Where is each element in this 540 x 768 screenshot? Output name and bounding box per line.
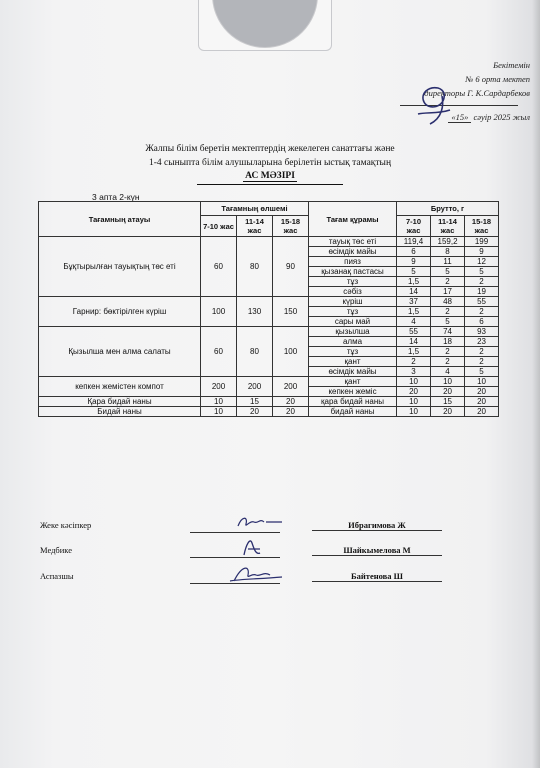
portion-cell: 60: [201, 237, 237, 297]
gross-weight-cell: 18: [431, 337, 465, 347]
table-row: [39, 377, 499, 387]
portion-cell: 10: [201, 397, 237, 407]
signature-line: [190, 583, 280, 584]
header-dish-name: Тағамның атауы: [39, 202, 201, 237]
gross-weight-cell: 9: [465, 247, 499, 257]
ingredient-name: кепкен жеміс: [309, 387, 397, 397]
gross-weight-cell: 5: [431, 317, 465, 327]
gross-weight-cell: 2: [465, 357, 499, 367]
portion-cell: 150: [273, 297, 309, 327]
gross-weight-cell: 10: [431, 377, 465, 387]
ingredient-name: тауық төс еті: [309, 237, 397, 247]
portion-cell: 20: [237, 407, 273, 417]
gross-weight-cell: 2: [465, 307, 499, 317]
gross-weight-cell: 37: [397, 297, 431, 307]
ingredient-name: қызылша: [309, 327, 397, 337]
handwritten-signature: [190, 510, 290, 534]
approval-date-day: «15»: [448, 112, 471, 123]
dish-name: Гарнир: бөктірілген күріш: [39, 297, 201, 327]
approval-date-rest: сәуір 2025 жыл: [471, 112, 530, 122]
gross-weight-cell: 17: [431, 287, 465, 297]
gross-weight-cell: 11: [431, 257, 465, 267]
title-underline: [197, 184, 343, 185]
header-gross-age-11-14: 11-14 жас: [431, 216, 465, 237]
gross-weight-cell: 10: [465, 377, 499, 387]
gross-weight-cell: 5: [465, 367, 499, 377]
gross-weight-cell: 119,4: [397, 237, 431, 247]
table-row: [39, 397, 499, 407]
ingredient-name: өсімдік майы: [309, 367, 397, 377]
approval-line-2: № 6 орта мектеп: [465, 74, 530, 84]
menu-table: [38, 201, 499, 417]
gross-weight-cell: 12: [465, 257, 499, 267]
menu-title: [0, 170, 540, 183]
gross-weight-cell: 20: [465, 387, 499, 397]
gross-weight-cell: 5: [397, 267, 431, 277]
gross-weight-cell: 199: [465, 237, 499, 247]
signature-role: Медбике: [40, 545, 72, 555]
gross-weight-cell: 55: [397, 327, 431, 337]
gross-weight-cell: 10: [397, 407, 431, 417]
gross-weight-cell: 2: [431, 357, 465, 367]
gross-weight-cell: 1,5: [397, 307, 431, 317]
table-row: [39, 297, 499, 307]
portion-cell: 90: [273, 237, 309, 297]
gross-weight-cell: 8: [431, 247, 465, 257]
handwritten-signature: [190, 535, 290, 559]
ingredient-name: өсімдік майы: [309, 247, 397, 257]
approval-line-1: Бекітемін: [493, 60, 530, 70]
portion-cell: 20: [273, 397, 309, 407]
gross-weight-cell: 10: [397, 377, 431, 387]
ingredient-name: сәбіз: [309, 287, 397, 297]
page-shadow: [532, 0, 540, 768]
signature-line: [190, 532, 280, 533]
title-line-1: Жалпы білім беретін мектептердің жекелеген санаттағы және: [145, 144, 395, 154]
signature-role: Жеке кәсіпкер: [40, 520, 92, 530]
header-gross-age-7-10: 7-10 жас: [397, 216, 431, 237]
signature-row: [40, 571, 500, 591]
header-portion-age-7-10: 7-10 жас: [201, 216, 237, 237]
dish-name: Қызылша мен алма салаты: [39, 327, 201, 377]
ingredient-name: тұз: [309, 347, 397, 357]
ingredient-name: тұз: [309, 307, 397, 317]
sleeve-edge: [198, 0, 332, 51]
ingredient-name: бидай наны: [309, 407, 397, 417]
gross-weight-cell: 5: [431, 267, 465, 277]
header-gross-age-15-18: 15-18 жас: [465, 216, 499, 237]
gross-weight-cell: 2: [465, 277, 499, 287]
portion-cell: 200: [273, 377, 309, 397]
header-gross: Брутто, г: [397, 202, 499, 216]
dish-name: Бұқтырылған тауықтың төс еті: [39, 237, 201, 297]
handwritten-signature: [190, 561, 290, 585]
ingredient-name: қара бидай наны: [309, 397, 397, 407]
portion-cell: 200: [201, 377, 237, 397]
director-signature: [408, 84, 458, 126]
gross-weight-cell: 6: [465, 317, 499, 327]
gross-weight-cell: 2: [431, 277, 465, 287]
gross-weight-cell: 20: [397, 387, 431, 397]
title-line-2: 1-4 сыныпта білім алушыларына берілетін ыстық тамақтың: [148, 158, 392, 168]
approval-line-3: директоры Г. К.Сардарбеков: [424, 88, 530, 98]
signature-role: Аспазшы: [40, 571, 74, 581]
gross-weight-cell: 2: [431, 347, 465, 357]
ingredient-name: қызанақ пастасы: [309, 267, 397, 277]
gross-weight-cell: 23: [465, 337, 499, 347]
dish-name: Қара бидай наны: [39, 397, 201, 407]
gross-weight-cell: 20: [465, 397, 499, 407]
signature-name: Ибрагимова Ж: [312, 520, 442, 531]
signature-name: Шайкымелова М: [312, 545, 442, 556]
menu-table-body: [39, 237, 499, 417]
header-composition: Тағам құрамы: [309, 202, 397, 237]
gross-weight-cell: 2: [465, 347, 499, 357]
portion-cell: 80: [237, 237, 273, 297]
portion-cell: 130: [237, 297, 273, 327]
gross-weight-cell: 10: [397, 397, 431, 407]
header-portion-age-11-14: 11-14 жас: [237, 216, 273, 237]
table-row: [39, 327, 499, 337]
gross-weight-cell: 4: [397, 317, 431, 327]
dish-name: Бидай наны: [39, 407, 201, 417]
portion-cell: 80: [237, 327, 273, 377]
gross-weight-cell: 93: [465, 327, 499, 337]
header-portion-age-15-18: 15-18 жас: [273, 216, 309, 237]
portion-cell: 15: [237, 397, 273, 407]
ingredient-name: пияз: [309, 257, 397, 267]
ingredient-name: күріш: [309, 297, 397, 307]
portion-cell: 10: [201, 407, 237, 417]
gross-weight-cell: 4: [431, 367, 465, 377]
gross-weight-cell: 5: [465, 267, 499, 277]
ingredient-name: тұз: [309, 277, 397, 287]
gross-weight-cell: 1,5: [397, 347, 431, 357]
gross-weight-cell: 159,2: [431, 237, 465, 247]
signature-line: [190, 557, 280, 558]
gross-weight-cell: 55: [465, 297, 499, 307]
ingredient-name: қант: [309, 377, 397, 387]
menu-title-text: АС МӘЗІРІ: [245, 171, 295, 181]
dish-name: кепкен жемістен компот: [39, 377, 201, 397]
gross-weight-cell: 14: [397, 287, 431, 297]
portion-cell: 100: [273, 327, 309, 377]
ingredient-name: алма: [309, 337, 397, 347]
header-portion: Тағамның өлшемі: [201, 202, 309, 216]
signature-name: Байтенова Ш: [312, 571, 442, 582]
ingredient-name: қант: [309, 357, 397, 367]
gross-weight-cell: 9: [397, 257, 431, 267]
gross-weight-cell: 1,5: [397, 277, 431, 287]
gross-weight-cell: 48: [431, 297, 465, 307]
gross-weight-cell: 20: [465, 407, 499, 417]
portion-cell: 200: [237, 377, 273, 397]
table-row: [39, 407, 499, 417]
gross-weight-cell: 14: [397, 337, 431, 347]
portion-cell: 60: [201, 327, 237, 377]
week-label: 3 апта 2-күн: [92, 192, 140, 202]
gross-weight-cell: 2: [431, 307, 465, 317]
ingredient-name: сары май: [309, 317, 397, 327]
gross-weight-cell: 2: [397, 357, 431, 367]
table-row: [39, 237, 499, 247]
gross-weight-cell: 20: [431, 407, 465, 417]
gross-weight-cell: 74: [431, 327, 465, 337]
portion-cell: 100: [201, 297, 237, 327]
gross-weight-cell: 6: [397, 247, 431, 257]
gross-weight-cell: 15: [431, 397, 465, 407]
portion-cell: 20: [273, 407, 309, 417]
gross-weight-cell: 20: [431, 387, 465, 397]
gross-weight-cell: 3: [397, 367, 431, 377]
gross-weight-cell: 19: [465, 287, 499, 297]
